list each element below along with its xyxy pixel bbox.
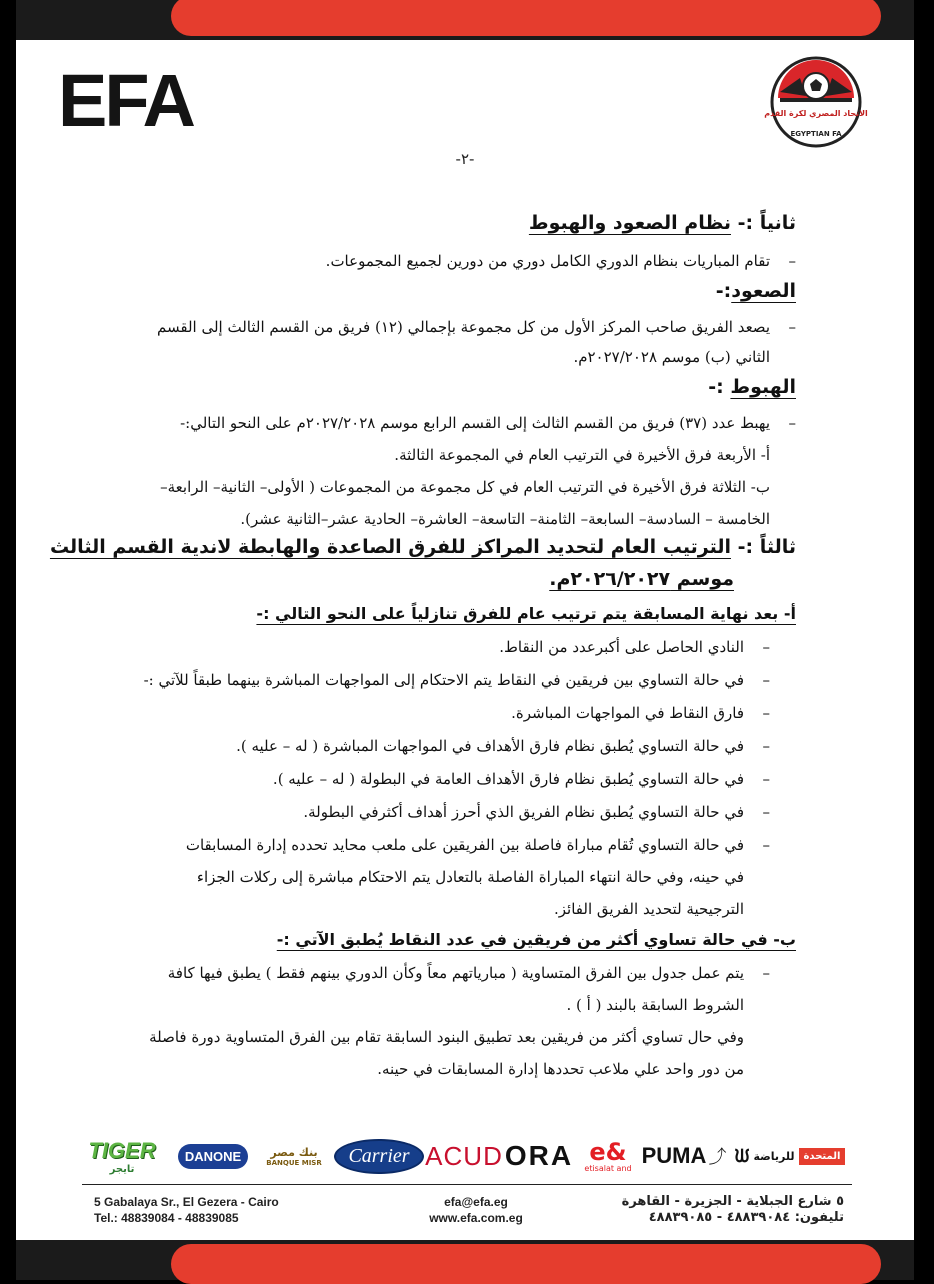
playoff-line-3-text: الترجيحية لتحديد الفريق الفائز. xyxy=(554,900,744,918)
promotion-line-2-text: الثاني (ب) موسم ٢٠٢٧/٢٠٢٨م. xyxy=(573,348,770,366)
table-line-2 xyxy=(567,996,797,1014)
website-link[interactable]: www.efa.com.eg xyxy=(429,1211,523,1225)
final-line-2 xyxy=(377,1060,796,1078)
ranking-item-2-text: في حالة التساوي بين فريقين في النقاط يتم الاحتكام إلى المواجهات المباشرة بينهما طبقاً للآتي :- xyxy=(143,671,744,689)
bottom-red-bar xyxy=(171,1244,881,1284)
ranking-item-4-text: في حالة التساوي يُطبق نظام فارق الأهداف في المواجهات المباشرة ( له – عليه ). xyxy=(236,737,744,755)
bullet-dash: – xyxy=(762,964,770,982)
email-link[interactable]: efa@efa.eg xyxy=(444,1195,508,1209)
acud-logo-text: ACUD xyxy=(425,1140,503,1171)
united-logo-text: للرياضة xyxy=(753,1149,795,1163)
ranking-item-3 xyxy=(511,704,796,722)
playoff-line-2 xyxy=(197,868,796,886)
top-band xyxy=(16,0,914,40)
united-logo-badge: المتحدة xyxy=(799,1148,846,1165)
relegation-item-b-2-text: الخامسة – السادسة– السابعة– الثامنة– التاسعة– العاشرة– الحادية عشر–الثانية عشر). xyxy=(240,510,770,528)
danone-logo-text: DANONE xyxy=(178,1144,248,1169)
sponsor-logos xyxy=(82,1132,852,1182)
ranking-item-6 xyxy=(303,803,796,821)
final-line-1-text: وفي حال تساوي أكثر من فريقين بعد تطبيق البنود السابقة تقام بين الفرق المتساوية دورة فاصلة xyxy=(149,1028,744,1046)
united-media-logo xyxy=(728,1132,852,1180)
playoff-line-1-text: في حالة التساوي تُقام مباراة فاصلة بين الفريقين على ملعب محايد تحدده إدارة المسابقات xyxy=(185,836,744,854)
section2-heading-title: نظام الصعود والهبوط xyxy=(528,212,731,234)
ranking-item-6-text: في حالة التساوي يُطبق نظام الفريق الذي أحرز أهداف أكثرفي البطولة. xyxy=(303,803,744,821)
bullet-dash: – xyxy=(762,770,770,788)
efa-logo: EFA xyxy=(58,59,193,142)
bullet-dash: – xyxy=(762,704,770,722)
section2-intro xyxy=(326,252,796,270)
etisalat-logo-text: etisalat and xyxy=(584,1163,632,1173)
address-ar: ٥ شارع الجبلاية - الجزيرة - القاهرة xyxy=(621,1194,844,1209)
ranking-item-2 xyxy=(144,671,796,689)
promotion-heading xyxy=(716,280,796,302)
phone-en: Tel.: 48839084 - 48839085 xyxy=(94,1211,239,1225)
emblem-arabic-text: الاتحاد المصري لكرة القدم xyxy=(764,109,868,118)
relegation-title: الهبوط xyxy=(730,376,796,398)
relegation-line-1 xyxy=(180,414,796,432)
sub-heading-a-text: أ- بعد نهاية المسابقة يتم ترتيب عام للفرق تنازلياً على النحو التالي :- xyxy=(256,604,796,623)
bullet-dash: – xyxy=(788,414,796,432)
bullet-dash: – xyxy=(762,737,770,755)
document-page xyxy=(16,0,914,1280)
relegation-item-b-1-text: ب- الثلاثة فرق الأخيرة في الترتيب العام في كل مجموعة من المجموعات ( الأولى– الثانية– الرابعة– xyxy=(160,478,770,496)
egyptian-fa-emblem xyxy=(764,56,868,148)
footer-address-en xyxy=(94,1194,279,1226)
ranking-item-4 xyxy=(236,737,796,755)
playoff-line-3 xyxy=(554,900,796,918)
bullet-dash: – xyxy=(762,803,770,821)
final-line-2-text: من دور واحد علي ملاعب تحددها إدارة المسابقات في حينه. xyxy=(377,1060,744,1078)
ora-logo xyxy=(506,1132,572,1180)
table-line-1-text: يتم عمل جدول بين الفرق المتساوية ( مبارياتهم معاً وكأن الدوري بينهم فقط ) يطبق فيها كافة xyxy=(167,964,744,982)
relegation-item-a xyxy=(394,446,796,464)
carrier-logo-text: Carrier xyxy=(334,1139,423,1174)
emblem-english-text: EGYPTIAN FA xyxy=(790,130,842,138)
relegation-item-b-1 xyxy=(160,478,796,496)
ranking-item-5-text: في حالة التساوي يُطبق نظام فارق الأهداف العامة في البطولة ( له – عليه ). xyxy=(272,770,744,788)
table-line-1 xyxy=(168,964,796,982)
tiger-logo xyxy=(82,1132,162,1180)
section2-heading xyxy=(529,212,796,234)
bullet-dash: – xyxy=(788,318,796,336)
phone-ar: تليفون: ٤٨٨٣٩٠٨٤ - ٤٨٨٣٩٠٨٥ xyxy=(648,1210,844,1225)
ranking-item-1 xyxy=(499,638,796,656)
tiger-logo-text: TIGER xyxy=(88,1137,156,1163)
footer-contact xyxy=(396,1194,556,1226)
puma-logo-text: PUMA xyxy=(641,1143,707,1168)
etisalat-logo xyxy=(578,1132,638,1180)
top-red-bar xyxy=(171,0,881,36)
section3-heading-prefix: ثالثاً :- xyxy=(730,536,796,558)
relegation-heading xyxy=(708,376,796,398)
puma-logo xyxy=(641,1132,727,1180)
playoff-line-1 xyxy=(186,836,796,854)
section3-heading-line-2 xyxy=(549,568,734,590)
danone-logo xyxy=(178,1132,248,1180)
table-line-2-text: الشروط السابقة بالبند ( أ ) . xyxy=(566,996,744,1014)
banque-misr-text: BANQUE MISR xyxy=(266,1158,322,1167)
bullet-dash: – xyxy=(788,252,796,270)
section3-heading xyxy=(50,536,796,558)
promotion-title: الصعود xyxy=(731,280,796,302)
relegation-item-b-2 xyxy=(240,510,796,528)
bottom-band xyxy=(16,1240,914,1280)
relegation-suffix: :- xyxy=(708,376,731,398)
footer-address-ar xyxy=(622,1194,844,1226)
ora-logo-text: ORA xyxy=(504,1140,574,1171)
relegation-line-1-text: يهبط عدد (٣٧) فريق من القسم الثالث إلى القسم الرابع موسم ٢٠٢٧/٢٠٢٨م على النحو التالي:- xyxy=(180,414,770,432)
relegation-item-a-text: أ- الأربعة فرق الأخيرة في الترتيب العام في المجموعة الثالثة. xyxy=(394,446,770,464)
etisalat-mark-icon: e& xyxy=(589,1137,627,1166)
section3-heading-title-1: الترتيب العام لتحديد المراكز للفرق الصاعدة والهابطة لاندية القسم الثالث xyxy=(49,536,731,558)
address-en: 5 Gabalaya Sr., El Gezera - Cairo xyxy=(94,1195,279,1209)
carrier-logo xyxy=(336,1132,422,1180)
bullet-dash: – xyxy=(762,638,770,656)
promotion-line-2 xyxy=(573,348,796,366)
bullet-dash: – xyxy=(762,671,770,689)
ranking-item-1-text: النادي الحاصل على أكبرعدد من النقاط. xyxy=(499,638,744,656)
puma-cat-icon: ⤴ xyxy=(708,1147,727,1168)
acud-logo xyxy=(425,1132,503,1180)
final-line-1 xyxy=(149,1028,796,1046)
page-number: -٢- xyxy=(455,150,475,168)
playoff-line-2-text: في حينه، وفي حالة انتهاء المباراة الفاصلة بالتعادل يتم الاحتكام مباشرة إلى ركلات الجزاء xyxy=(196,868,744,886)
section3-heading-title-2: موسم ٢٠٢٦/٢٠٢٧م. xyxy=(549,568,734,590)
banque-misr-arabic: بنك مصر xyxy=(270,1145,318,1159)
united-mark-icon: ᙎ xyxy=(734,1145,750,1167)
sub-heading-b-text: ب- في حالة تساوي أكثر من فريقين في عدد النقاط يُطبق الآتي :- xyxy=(276,930,796,949)
bullet-dash: – xyxy=(762,836,770,854)
section2-heading-prefix: ثانياً :- xyxy=(730,212,796,234)
sub-heading-a xyxy=(256,604,796,623)
promotion-suffix: :- xyxy=(715,280,732,302)
section2-intro-text: تقام المباريات بنظام الدوري الكامل دوري من دورين لجميع المجموعات. xyxy=(325,252,770,270)
sub-heading-b xyxy=(277,930,796,949)
ranking-item-3-text: فارق النقاط في المواجهات المباشرة. xyxy=(511,704,744,722)
promotion-line-1 xyxy=(157,318,796,336)
tiger-logo-arabic: تايجر xyxy=(109,1163,135,1175)
promotion-line-1-text: يصعد الفريق صاحب المركز الأول من كل مجموعة بإجمالي (١٢) فريق من القسم الثالث إلى القسم xyxy=(157,318,770,336)
footer-divider xyxy=(82,1184,852,1185)
ranking-item-5 xyxy=(273,770,796,788)
banque-misr-logo xyxy=(258,1132,330,1180)
